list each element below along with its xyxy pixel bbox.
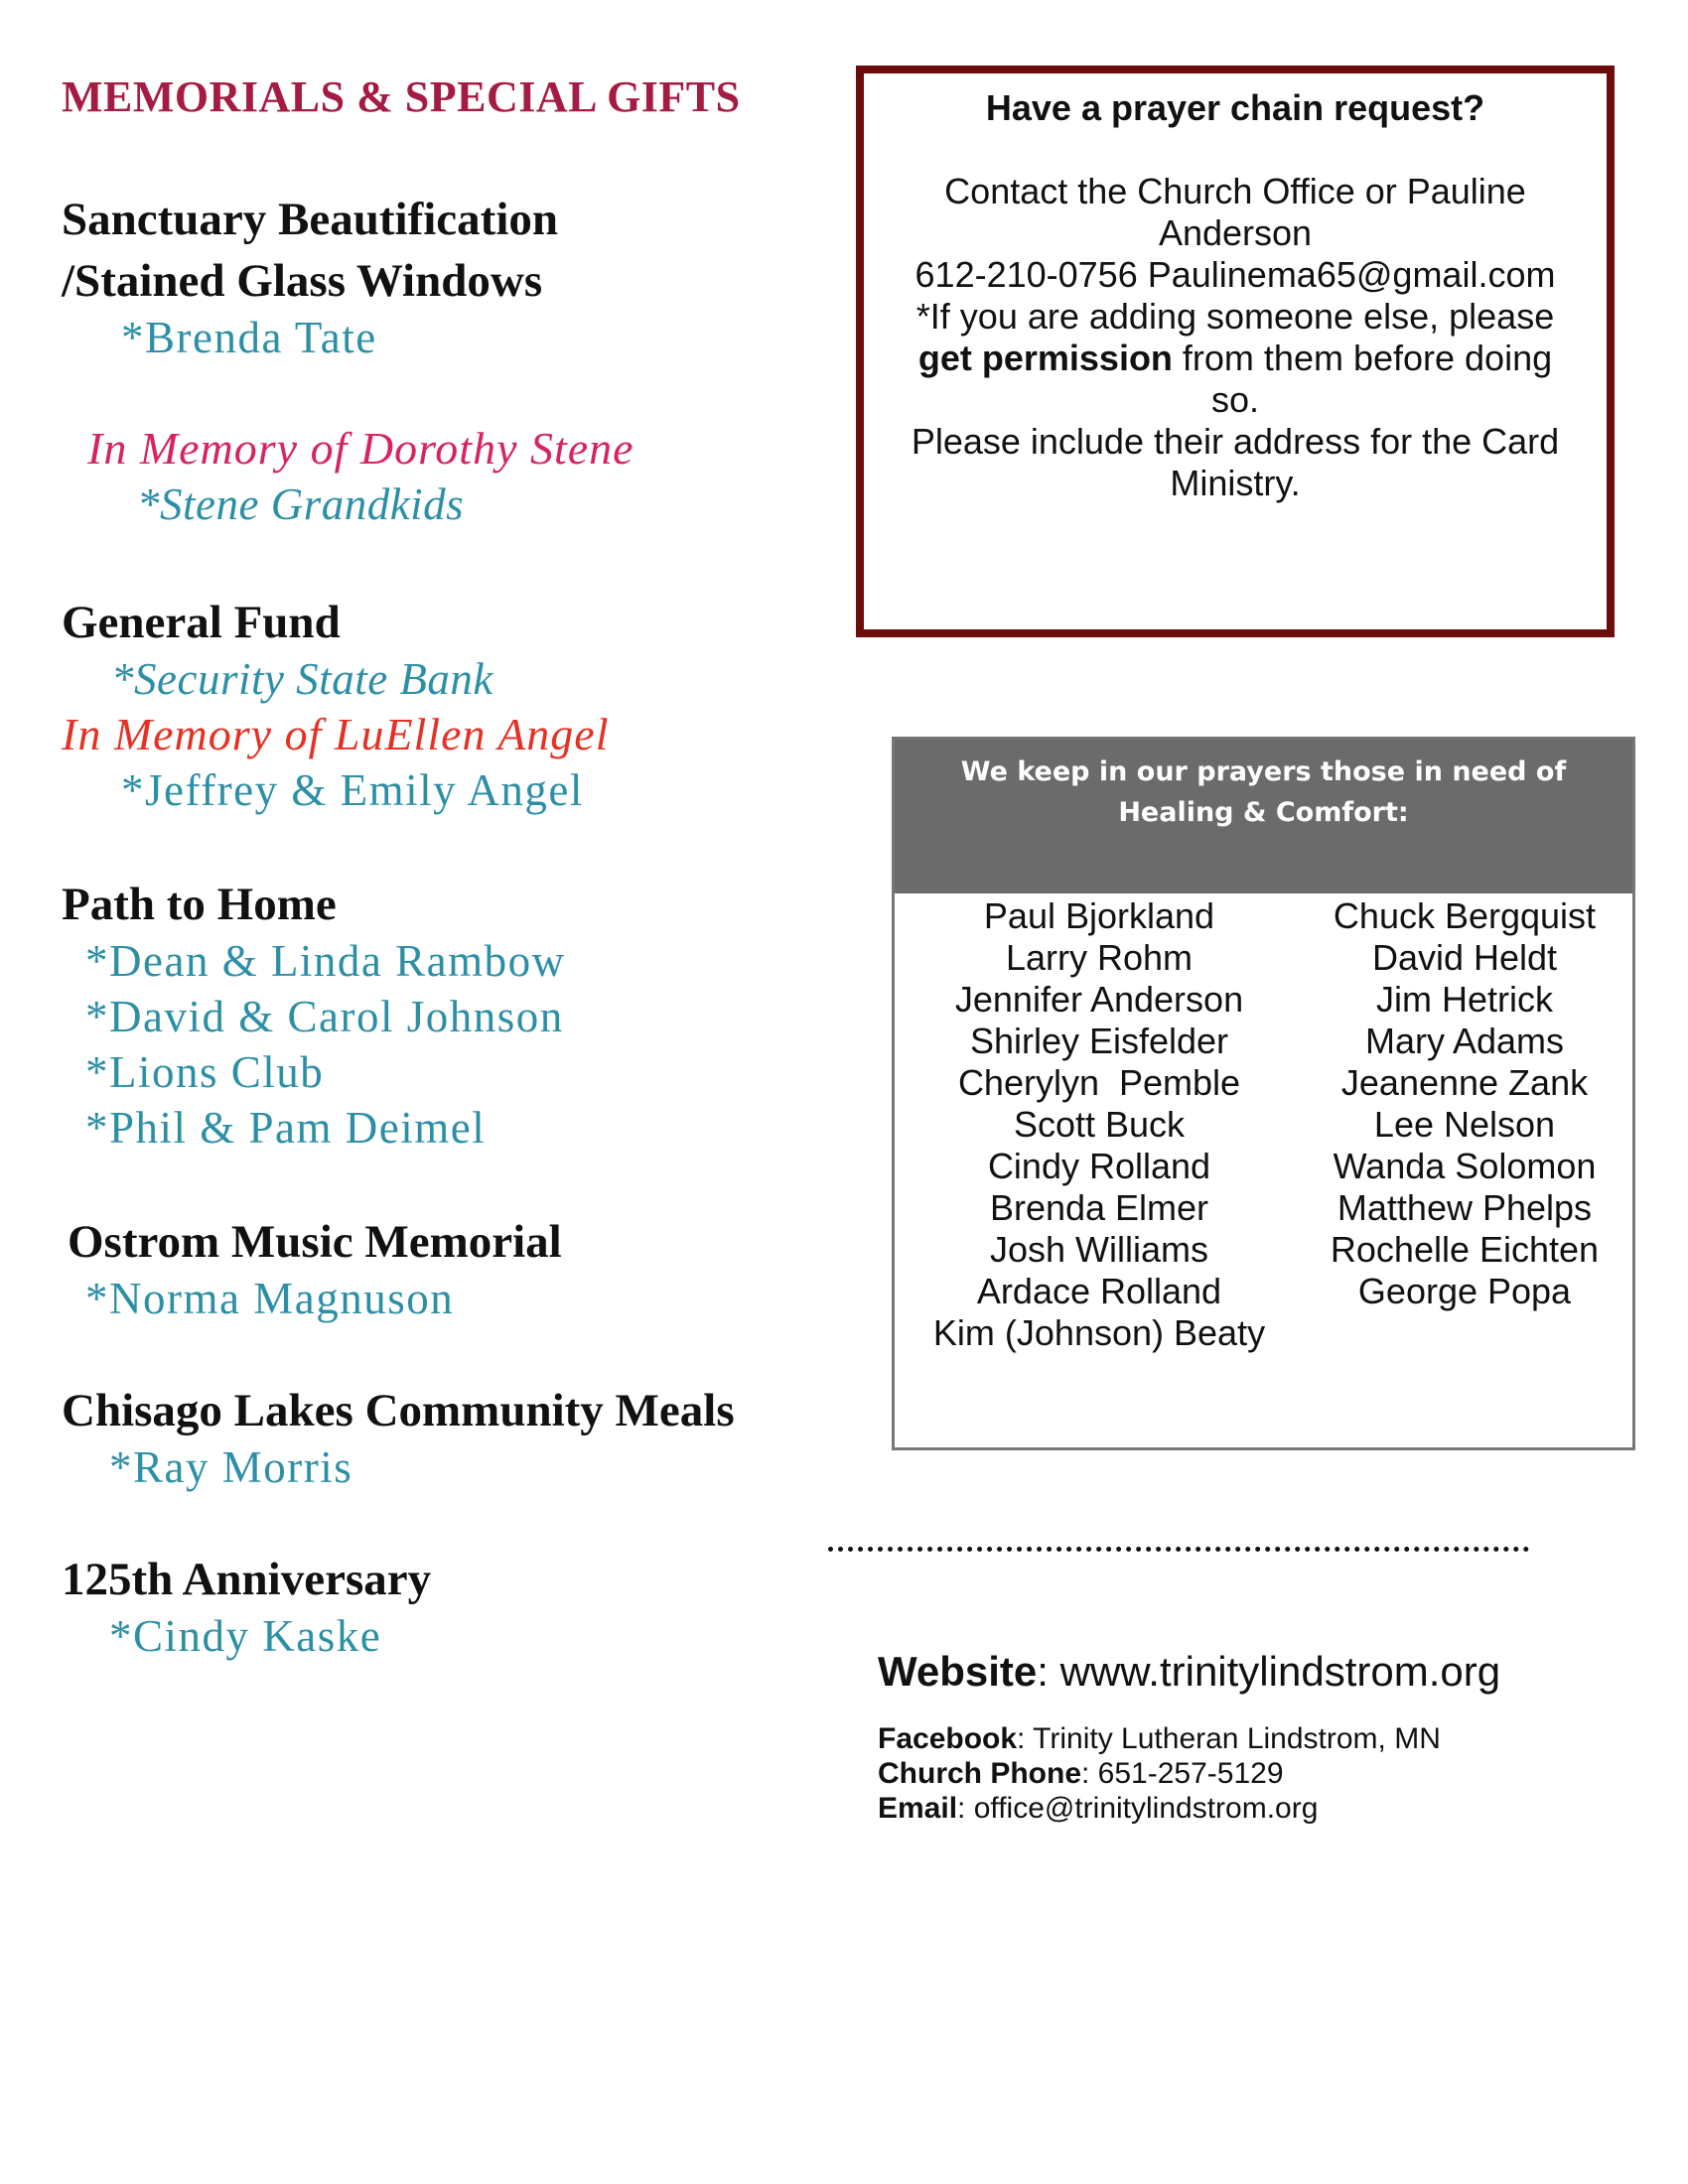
prayer-contact-phone-email: 612-210-0756 Paulinema65@gmail.com (914, 254, 1556, 295)
path-to-home-heading: Path to Home (62, 879, 337, 930)
email-link[interactable]: : office@trinitylindstrom.org (957, 1792, 1319, 1825)
donor-cindy-kaske: *Cindy Kaske (109, 1611, 382, 1661)
list-item: Ardace Rolland (976, 1271, 1222, 1311)
donor-norma-magnuson: *Norma Magnuson (85, 1274, 455, 1323)
page-title: MEMORIALS & SPECIAL GIFTS (62, 72, 741, 121)
dotted-divider (828, 1547, 1529, 1552)
memory-luellen-angel: In Memory of LuEllen Angel (62, 709, 610, 759)
healing-column-1 (895, 895, 1304, 1354)
list-item: Mary Adams (1364, 1021, 1565, 1061)
facebook-value[interactable]: : Trinity Lutheran Lindstrom, MN (1017, 1722, 1441, 1755)
prayer-permission-line2 (894, 338, 1577, 379)
facebook-line (878, 1721, 1500, 1756)
prayer-permission-rest: from them before doing (1172, 338, 1553, 378)
general-fund-heading: General Fund (62, 597, 341, 648)
phone-label: Church Phone (878, 1757, 1082, 1790)
list-item: Jeanenne Zank (1340, 1062, 1589, 1103)
donor-ray-morris: *Ray Morris (109, 1442, 353, 1492)
facebook-label: Facebook (878, 1722, 1018, 1755)
sanctuary-heading-line1: Sanctuary Beautification (62, 194, 559, 245)
website-line (878, 1648, 1500, 1696)
get-permission-emphasis: get permission (917, 338, 1173, 378)
phone-line (878, 1756, 1500, 1791)
prayer-contact-line2: Anderson (1158, 212, 1313, 253)
contact-block (878, 1648, 1500, 1826)
list-item: Shirley Eisfelder (969, 1021, 1229, 1061)
list-item: Jennifer Anderson (954, 979, 1244, 1020)
donor-brenda-tate: *Brenda Tate (121, 313, 377, 362)
donor-lions-club: *Lions Club (85, 1047, 325, 1097)
website-label: Website (878, 1648, 1038, 1695)
list-item: Paul Bjorkland (983, 895, 1215, 936)
list-item: David Heldt (1371, 937, 1558, 978)
donor-deimel: *Phil & Pam Deimel (85, 1103, 487, 1153)
list-item: Kim (Johnson) Beaty (932, 1312, 1266, 1353)
list-item: Matthew Phelps (1336, 1187, 1593, 1228)
memory-dorothy-stene: In Memory of Dorothy Stene (87, 423, 634, 474)
prayer-permission-line1: *If you are adding someone else, please (915, 296, 1555, 337)
prayer-address-line2: Ministry. (1170, 463, 1301, 503)
prayer-permission-line3: so. (1210, 379, 1260, 420)
sanctuary-heading-line2: /Stained Glass Windows (62, 255, 543, 307)
healing-header-line2: Healing & Comfort: (1118, 797, 1409, 828)
prayer-chain-title: Have a prayer chain request? (985, 87, 1485, 128)
anniversary-heading: 125th Anniversary (62, 1554, 432, 1605)
phone-value[interactable]: : 651-257-5129 (1081, 1757, 1284, 1790)
donor-johnson: *David & Carol Johnson (85, 992, 564, 1041)
list-item: George Popa (1357, 1271, 1572, 1311)
list-item: Jim Hetrick (1376, 979, 1553, 1020)
list-item: Cherylyn Pemble (957, 1062, 1241, 1103)
chisago-heading: Chisago Lakes Community Meals (62, 1385, 735, 1436)
list-item: Cindy Rolland (987, 1146, 1211, 1186)
list-item: Chuck Bergquist (1333, 895, 1597, 936)
healing-comfort-box (892, 737, 1635, 1450)
email-label: Email (878, 1792, 958, 1825)
healing-column-2 (1294, 895, 1635, 1312)
donor-jeffrey-emily-angel: *Jeffrey & Emily Angel (121, 765, 584, 815)
prayer-address-line1: Please include their address for the Card (911, 421, 1560, 462)
email-line (878, 1791, 1500, 1826)
ostrom-heading: Ostrom Music Memorial (68, 1216, 562, 1268)
list-item: Brenda Elmer (989, 1187, 1209, 1228)
list-item: Scott Buck (1013, 1104, 1186, 1145)
list-item: Wanda Solomon (1333, 1146, 1597, 1186)
donor-rambow: *Dean & Linda Rambow (85, 936, 566, 986)
list-item: Larry Rohm (1005, 937, 1194, 978)
prayer-contact-line1: Contact the Church Office or Pauline (944, 171, 1526, 211)
list-item: Josh Williams (989, 1229, 1209, 1270)
prayer-chain-box (856, 66, 1615, 637)
list-item: Lee Nelson (1373, 1104, 1556, 1145)
donor-security-state-bank: *Security State Bank (111, 654, 493, 704)
list-item: Rochelle Eichten (1330, 1229, 1600, 1270)
website-link[interactable]: : www.trinitylindstrom.org (1037, 1648, 1501, 1695)
healing-header (895, 740, 1632, 893)
donor-stene-grandkids: *Stene Grandkids (137, 479, 465, 529)
healing-header-line1: We keep in our prayers those in need of (960, 756, 1567, 787)
